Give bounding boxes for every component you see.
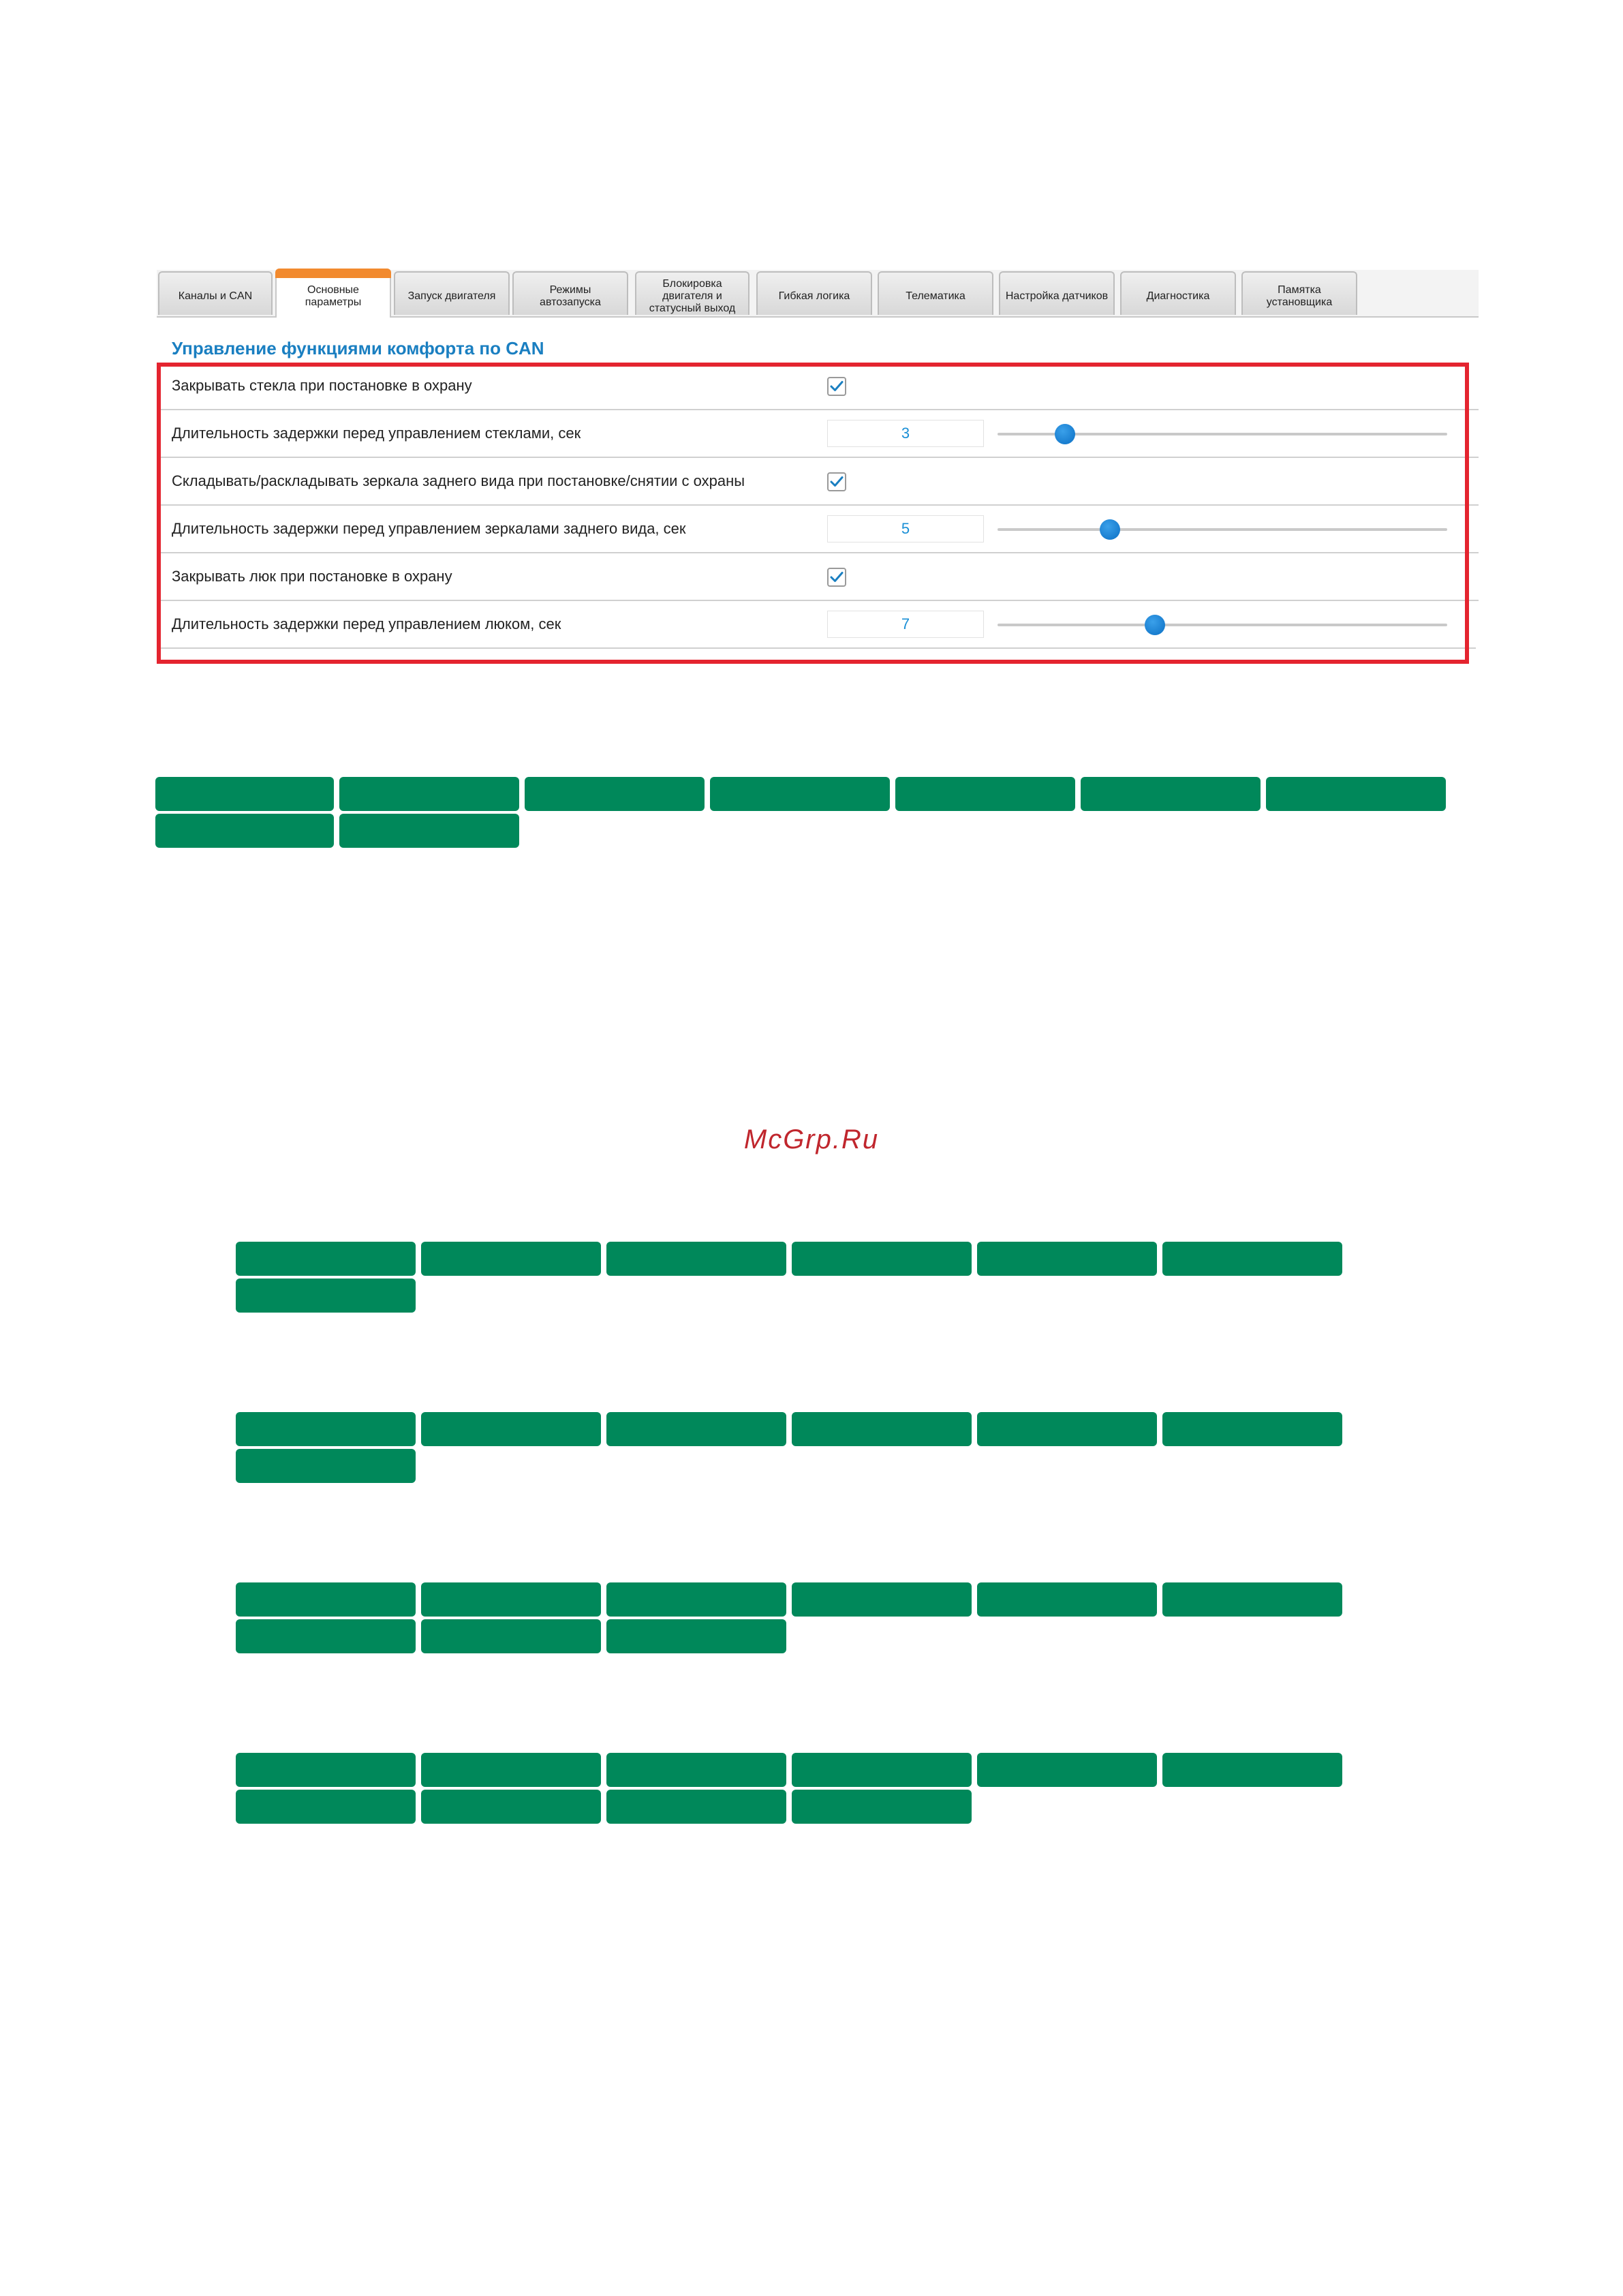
text-placeholder-bar	[1162, 1412, 1342, 1446]
mirrors-delay-slider[interactable]	[998, 519, 1447, 540]
text-placeholder-bar	[339, 777, 519, 811]
text-placeholder-bar	[339, 814, 519, 848]
tab-telematics[interactable]: Телематика	[878, 271, 993, 315]
checkmark-icon	[830, 380, 844, 393]
setting-row-mirrors-delay	[158, 506, 1476, 553]
settings-window	[157, 270, 1479, 671]
text-placeholder-bar	[792, 1753, 972, 1787]
divider	[1462, 552, 1479, 553]
text-placeholder-bar	[1162, 1753, 1342, 1787]
text-placeholder-bar	[895, 777, 1075, 811]
windows-delay-slider[interactable]	[998, 424, 1447, 444]
text-placeholder-bar	[710, 777, 890, 811]
text-placeholder-bar	[236, 1582, 416, 1617]
tab-engine-start[interactable]: Запуск двигателя	[394, 271, 510, 315]
text-placeholder-bar	[792, 1412, 972, 1446]
text-placeholder-bar	[236, 1790, 416, 1824]
close-windows-checkbox[interactable]	[827, 377, 846, 396]
divider	[1462, 457, 1479, 458]
text-placeholder-bar	[977, 1582, 1157, 1617]
tab-autostart-modes[interactable]: Режимы автозапуска	[512, 271, 628, 315]
setting-label: Складывать/раскладывать зеркала заднего вида при постановке/снятии с охраны	[172, 472, 745, 489]
setting-label: Закрывать стекла при постановке в охрану	[172, 377, 472, 394]
tab-diagnostics[interactable]: Диагностика	[1120, 271, 1236, 315]
text-placeholder-bar	[977, 1753, 1157, 1787]
slider-thumb[interactable]	[1055, 424, 1075, 444]
text-placeholder-bar	[421, 1412, 601, 1446]
text-placeholder-bar	[792, 1790, 972, 1824]
text-placeholder-bar	[1162, 1242, 1342, 1276]
text-placeholder-bar	[236, 1242, 416, 1276]
fold-mirrors-checkbox[interactable]	[827, 472, 846, 491]
sunroof-delay-slider[interactable]	[998, 615, 1447, 635]
divider	[1462, 409, 1479, 410]
text-placeholder-bar	[606, 1790, 786, 1824]
section-title: Управление функциями комфорта по CAN	[172, 338, 544, 358]
text-placeholder-bar	[606, 1412, 786, 1446]
text-placeholder-bar	[155, 814, 334, 848]
setting-row-sunroof-delay	[158, 601, 1476, 649]
tab-engine-block[interactable]: Блокировка двигателя и статусный выход	[635, 271, 749, 315]
divider	[1462, 600, 1479, 601]
close-sunroof-checkbox[interactable]	[827, 568, 846, 587]
windows-delay-input[interactable]: 3	[827, 420, 984, 447]
text-placeholder-bar	[236, 1449, 416, 1483]
tab-flex-logic[interactable]: Гибкая логика	[756, 271, 872, 315]
slider-thumb[interactable]	[1100, 519, 1120, 540]
divider	[1462, 504, 1479, 506]
text-placeholder-bar	[606, 1619, 786, 1653]
text-placeholder-bar	[1266, 777, 1446, 811]
text-placeholder-bar	[792, 1242, 972, 1276]
text-placeholder-bar	[606, 1753, 786, 1787]
text-placeholder-bar	[792, 1582, 972, 1617]
text-placeholder-bar	[606, 1582, 786, 1617]
checkmark-icon	[830, 571, 844, 583]
setting-row-close-sunroof	[158, 553, 1476, 601]
text-placeholder-bar	[236, 1753, 416, 1787]
text-placeholder-bar	[1081, 777, 1261, 811]
setting-row-fold-mirrors	[158, 458, 1476, 506]
watermark: McGrp.Ru	[743, 1124, 880, 1154]
settings-list	[157, 363, 1479, 662]
setting-label: Закрывать люк при постановке в охрану	[172, 568, 452, 585]
tab-bar	[157, 270, 1479, 318]
text-placeholder-bar	[236, 1619, 416, 1653]
text-placeholder-bar	[236, 1412, 416, 1446]
text-placeholder-bar	[421, 1753, 601, 1787]
sunroof-delay-input[interactable]: 7	[827, 611, 984, 638]
text-placeholder-bar	[421, 1242, 601, 1276]
text-placeholder-bar	[155, 777, 334, 811]
setting-label: Длительность задержки перед управлением стеклами, сек	[172, 425, 581, 442]
tab-main-params[interactable]: Основные параметры	[275, 269, 391, 318]
text-placeholder-bar	[977, 1242, 1157, 1276]
tab-channels-can[interactable]: Каналы и CAN	[158, 271, 273, 315]
slider-track	[998, 528, 1447, 531]
text-placeholder-bar	[977, 1412, 1157, 1446]
text-placeholder-bar	[525, 777, 705, 811]
tab-sensor-settings[interactable]: Настройка датчиков	[999, 271, 1115, 315]
text-placeholder-bar	[421, 1582, 601, 1617]
setting-row-windows-delay	[158, 410, 1476, 458]
text-placeholder-bar	[606, 1242, 786, 1276]
checkmark-icon	[830, 476, 844, 488]
setting-label: Длительность задержки перед управлением люком, сек	[172, 615, 561, 632]
setting-label: Длительность задержки перед управлением зеркалами заднего вида, сек	[172, 520, 686, 537]
slider-track	[998, 624, 1447, 626]
text-placeholder-bar	[236, 1279, 416, 1313]
slider-thumb[interactable]	[1145, 615, 1165, 635]
text-placeholder-bar	[421, 1619, 601, 1653]
mirrors-delay-input[interactable]: 5	[827, 515, 984, 542]
setting-row-close-windows	[158, 363, 1476, 410]
text-placeholder-bar	[1162, 1582, 1342, 1617]
text-placeholder-bar	[421, 1790, 601, 1824]
tab-installer-memo[interactable]: Памятка установщика	[1241, 271, 1357, 315]
